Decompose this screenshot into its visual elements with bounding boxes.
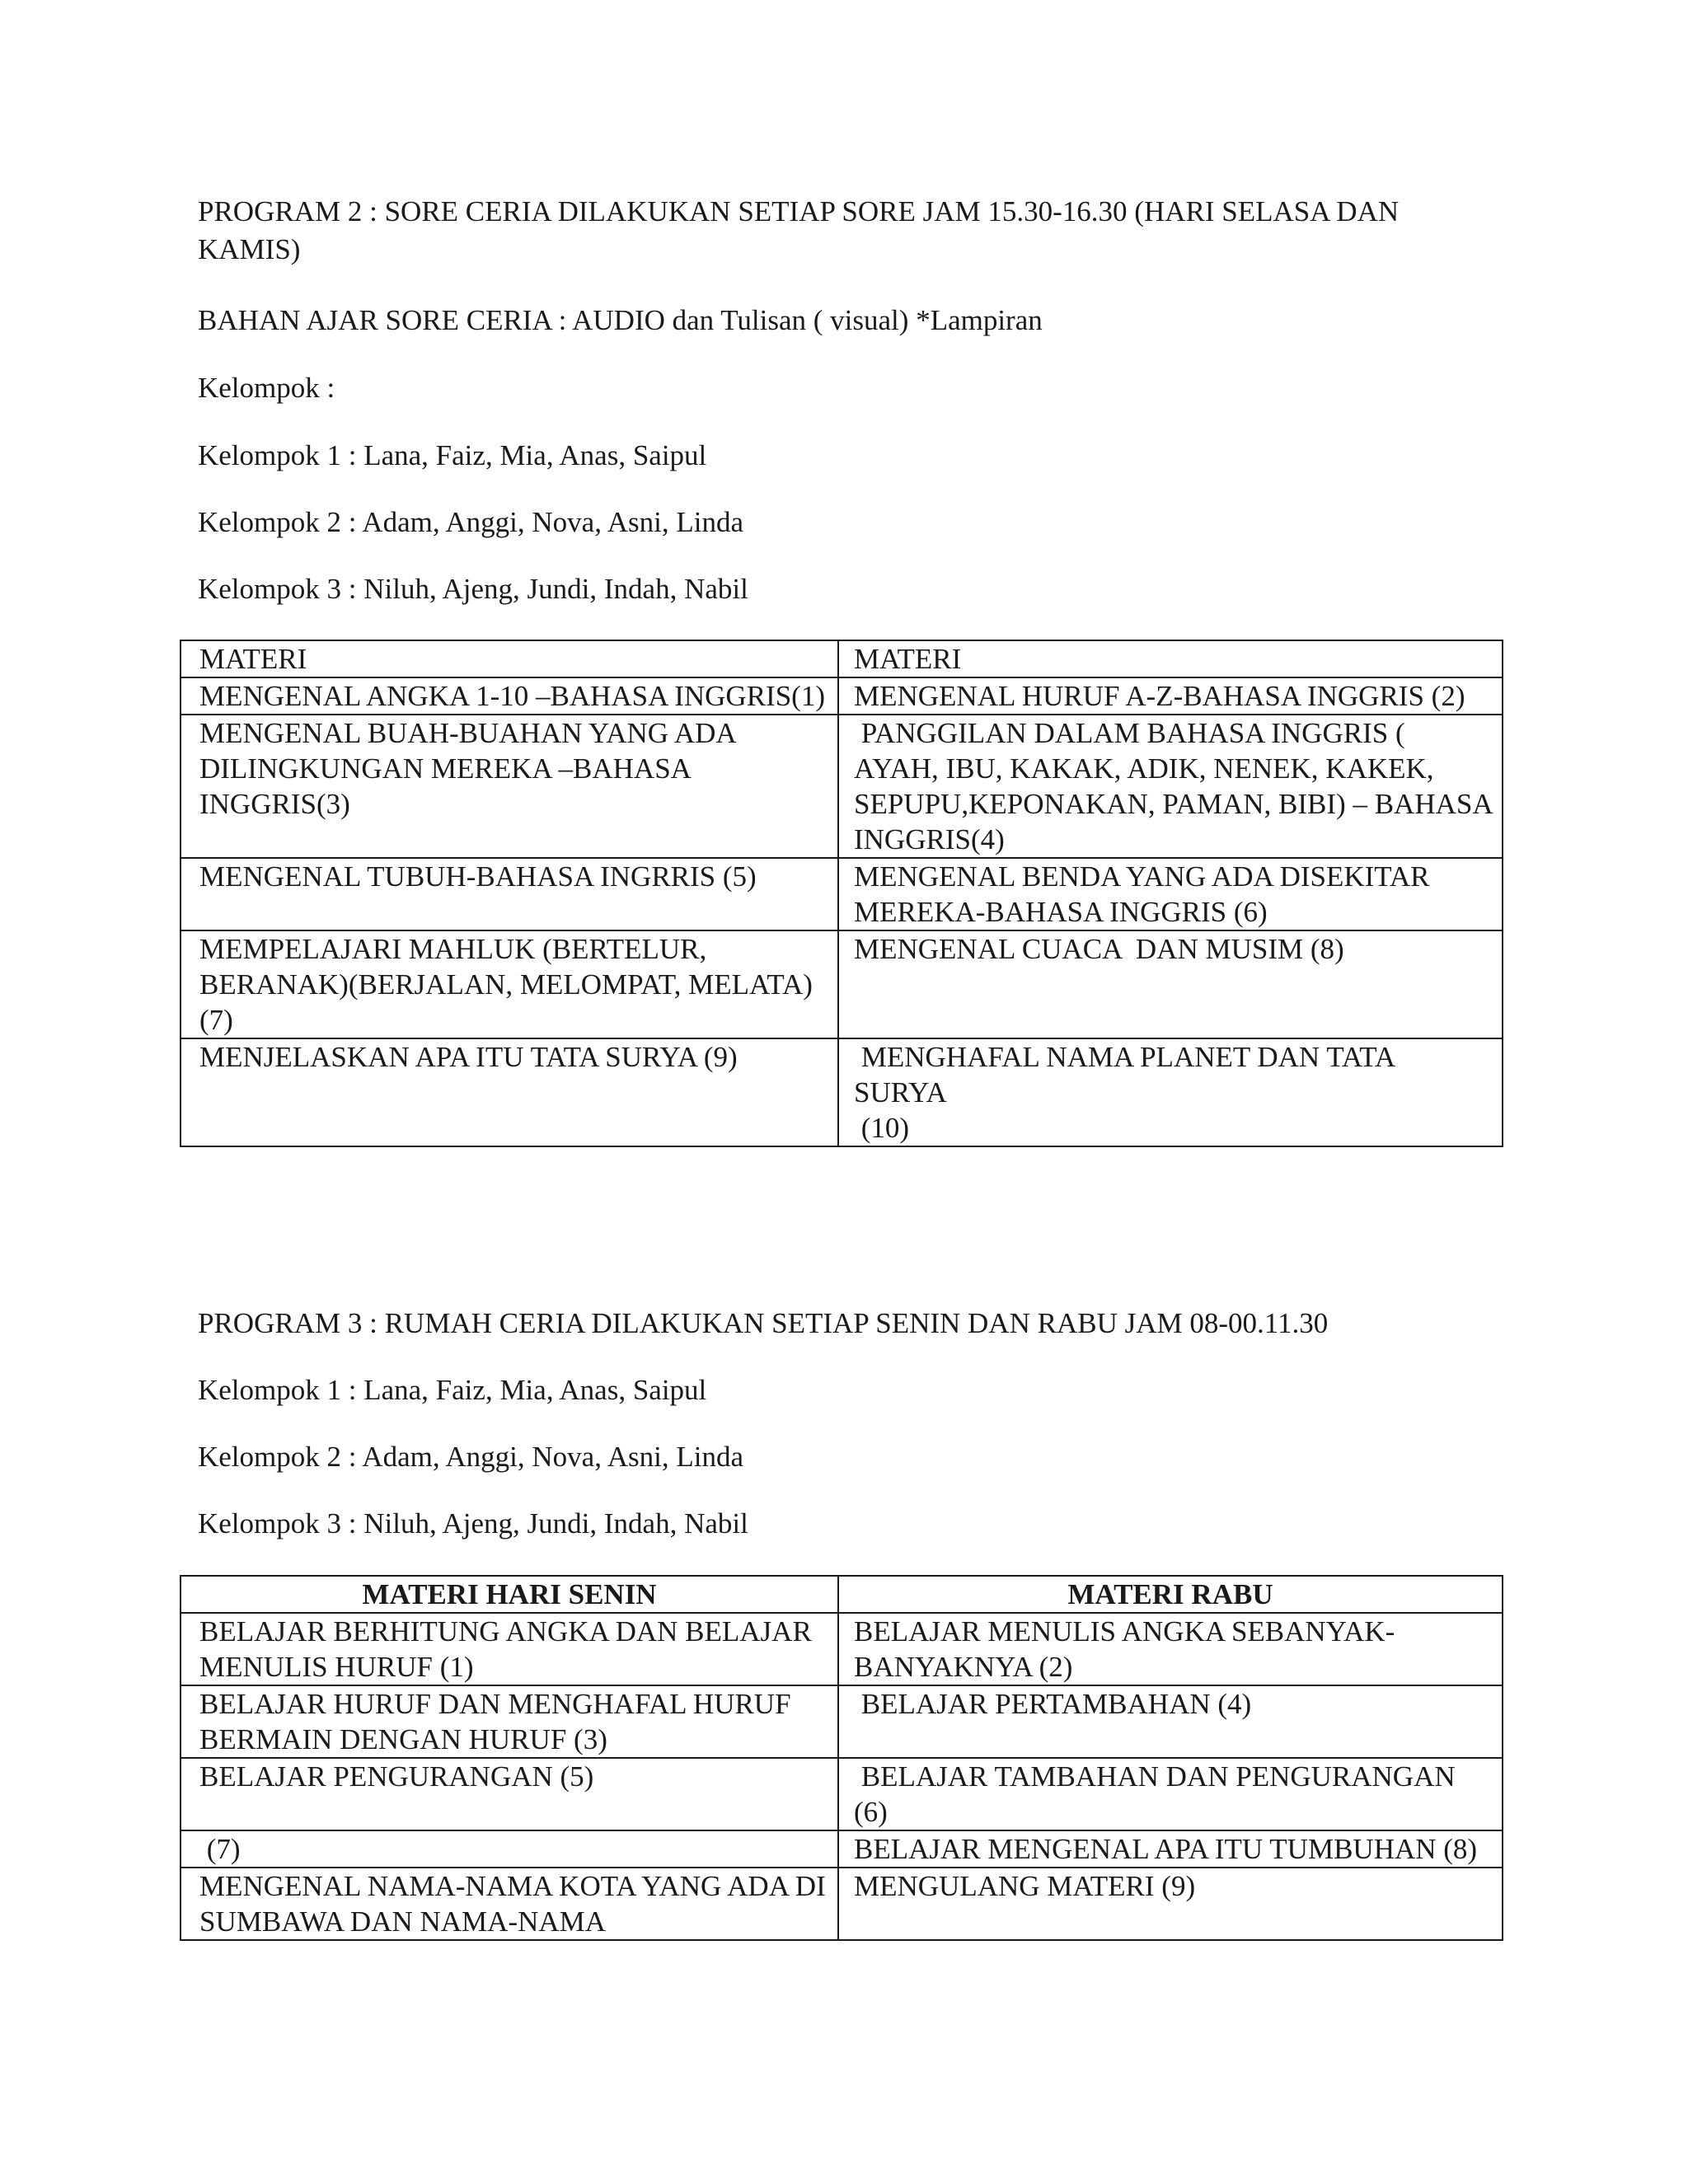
program2-title: PROGRAM 2 : SORE CERIA DILAKUKAN SETIAP SORE JAM 15.30-16.30 (HARI SELASA DAN KAMIS)	[198, 195, 1400, 265]
program3-materi-table	[180, 1575, 1503, 1941]
table-row	[181, 1830, 1503, 1868]
table-cell: BELAJAR PENGURANGAN (5)	[181, 1758, 838, 1830]
table-cell: BELAJAR PERTAMBAHAN (4)	[838, 1685, 1503, 1758]
program2-kelompok-heading: Kelompok :	[198, 372, 335, 404]
table-cell: MENGENAL BUAH-BUAHAN YANG ADA DILINGKUNGAN MEREKA –BAHASA INGGRIS(3)	[181, 715, 838, 858]
program3-group-3: Kelompok 3 : Niluh, Ajeng, Jundi, Indah, Nabil	[198, 1507, 748, 1540]
table-row	[181, 1868, 1503, 1940]
table-row	[181, 1613, 1503, 1685]
table-cell: MEMPELAJARI MAHLUK (BERTELUR, BERANAK)(BERJALAN, MELOMPAT, MELATA) (7)	[181, 930, 838, 1038]
table-cell: BELAJAR HURUF DAN MENGHAFAL HURUF BERMAIN DENGAN HURUF (3)	[181, 1685, 838, 1758]
program3-group-1: Kelompok 1 : Lana, Faiz, Mia, Anas, Saipul	[198, 1374, 707, 1406]
table-cell: PANGGILAN DALAM BAHASA INGGRIS ( AYAH, IBU, KAKAK, ADIK, NENEK, KAKEK, SEPUPU,KEPONAKAN, PAMAN, BIBI) – BAHASA INGGRIS(4)	[838, 715, 1503, 858]
table-cell: MENJELASKAN APA ITU TATA SURYA (9)	[181, 1038, 838, 1146]
table-cell: MENGENAL HURUF A-Z-BAHASA INGGRIS (2)	[838, 677, 1503, 715]
table-cell: MENGHAFAL NAMA PLANET DAN TATA SURYA (10)	[838, 1038, 1503, 1146]
program2-group-2: Kelompok 2 : Adam, Anggi, Nova, Asni, Linda	[198, 506, 744, 538]
table-cell: MENGENAL TUBUH-BAHASA INGRRIS (5)	[181, 858, 838, 930]
table-cell: BELAJAR TAMBAHAN DAN PENGURANGAN (6)	[838, 1758, 1503, 1830]
table-row	[181, 1685, 1503, 1758]
program2-bahan-ajar: BAHAN AJAR SORE CERIA : AUDIO dan Tulisan ( visual) *Lampiran	[198, 304, 1043, 336]
table-header-row	[181, 1576, 1503, 1613]
table-header-cell: MATERI HARI SENIN	[181, 1576, 838, 1613]
table-header-row	[181, 640, 1503, 677]
table-row	[181, 858, 1503, 930]
program3-group-2: Kelompok 2 : Adam, Anggi, Nova, Asni, Linda	[198, 1441, 744, 1473]
table-header-cell: MATERI RABU	[838, 1576, 1503, 1613]
program3-title: PROGRAM 3 : RUMAH CERIA DILAKUKAN SETIAP SENIN DAN RABU JAM 08-00.11.30	[198, 1307, 1329, 1339]
table-row	[181, 677, 1503, 715]
table-row	[181, 930, 1503, 1038]
table-header-cell: MATERI	[838, 640, 1503, 677]
table-row	[181, 715, 1503, 858]
table-cell: MENGULANG MATERI (9)	[838, 1868, 1503, 1940]
program2-group-1: Kelompok 1 : Lana, Faiz, Mia, Anas, Saipul	[198, 439, 707, 471]
table-cell: BELAJAR BERHITUNG ANGKA DAN BELAJAR MENULIS HURUF (1)	[181, 1613, 838, 1685]
table-row	[181, 1758, 1503, 1830]
table-cell: MENGENAL NAMA-NAMA KOTA YANG ADA DI SUMBAWA DAN NAMA-NAMA	[181, 1868, 838, 1940]
table-row	[181, 1038, 1503, 1146]
table-header-cell: MATERI	[181, 640, 838, 677]
table-cell: BELAJAR MENGENAL APA ITU TUMBUHAN (8)	[838, 1830, 1503, 1868]
program2-materi-table	[180, 640, 1503, 1147]
table-cell: BELAJAR MENULIS ANGKA SEBANYAK-BANYAKNYA (2)	[838, 1613, 1503, 1685]
table-cell: MENGENAL BENDA YANG ADA DISEKITAR MEREKA-BAHASA INGGRIS (6)	[838, 858, 1503, 930]
table-cell: MENGENAL CUACA DAN MUSIM (8)	[838, 930, 1503, 1038]
program2-group-3: Kelompok 3 : Niluh, Ajeng, Jundi, Indah, Nabil	[198, 573, 748, 605]
table-cell: (7)	[181, 1830, 838, 1868]
table-cell: MENGENAL ANGKA 1-10 –BAHASA INGGRIS(1)	[181, 677, 838, 715]
